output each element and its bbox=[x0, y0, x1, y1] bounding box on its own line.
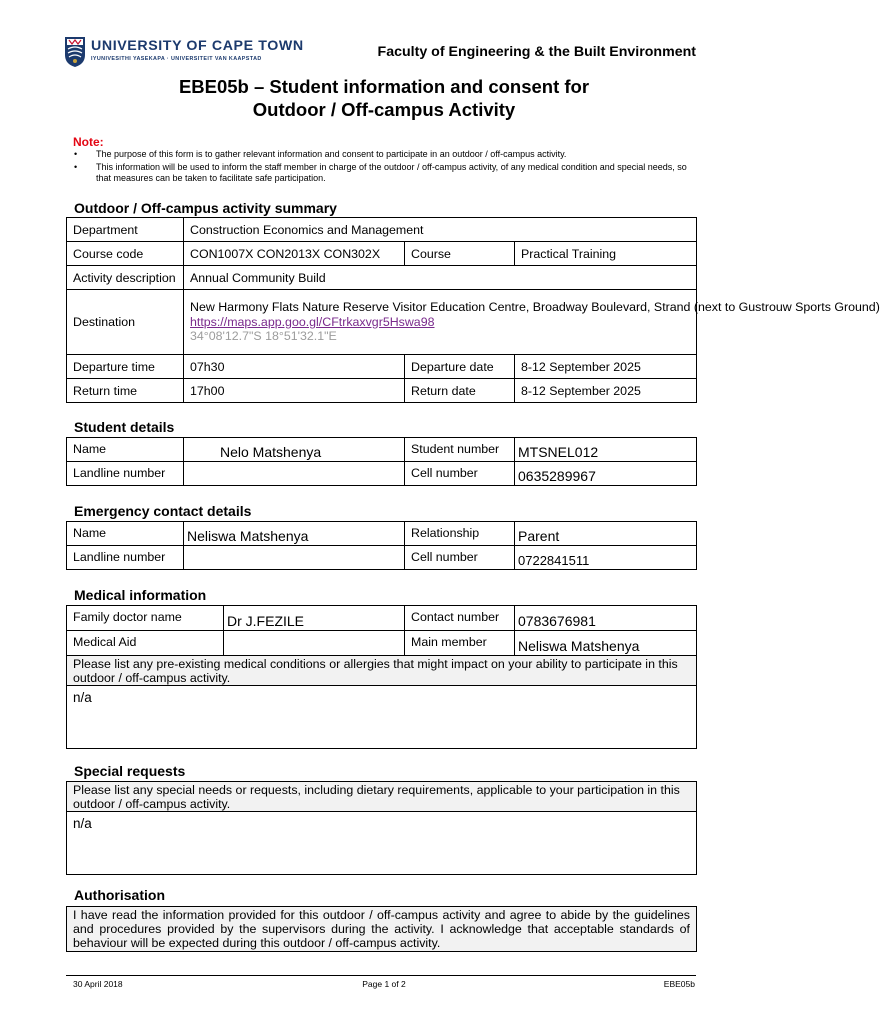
destination-address: New Harmony Flats Nature Reserve Visitor Education Centre, Broadway Boulevard, Strand (next to Gustrouw Sports Ground) bbox=[190, 300, 880, 315]
departure-time-value[interactable]: 07h30 bbox=[184, 355, 405, 379]
student-number-value[interactable]: MTSNEL012 bbox=[515, 438, 697, 462]
special-requests-table bbox=[66, 781, 697, 875]
departure-time-label: Departure time bbox=[67, 355, 184, 379]
doctor-name-label: Family doctor name bbox=[67, 606, 224, 631]
special-requests-heading: Special requests bbox=[74, 763, 186, 779]
medical-conditions-prompt: Please list any pre-existing medical conditions or allergies that might impact on your ability to participate in this outdoor / off-campus activity. bbox=[67, 656, 697, 686]
medical-aid-value[interactable] bbox=[224, 631, 405, 656]
note-bullet-2: This information will be used to inform the staff member in charge of the outdoor / off-campus activity, of any medical condition and special needs, so that measures can be taken to facilitate safe participation. bbox=[96, 162, 687, 183]
emergency-landline-label: Landline number bbox=[67, 546, 184, 570]
relationship-label: Relationship bbox=[405, 522, 515, 546]
university-logo bbox=[64, 36, 304, 72]
student-details-heading: Student details bbox=[74, 419, 175, 435]
return-date-value[interactable]: 8-12 September 2025 bbox=[515, 379, 697, 403]
bullet-icon: • bbox=[74, 149, 78, 159]
note-heading: Note: bbox=[73, 135, 104, 149]
emergency-name-label: Name bbox=[67, 522, 184, 546]
form-title-line2: Outdoor / Off-campus Activity bbox=[252, 99, 516, 120]
medical-information-table bbox=[66, 605, 697, 749]
emergency-contact-table bbox=[66, 521, 697, 570]
authorisation-table bbox=[66, 906, 697, 952]
department-value[interactable]: Construction Economics and Management bbox=[184, 218, 697, 242]
medical-conditions-input[interactable]: n/a bbox=[67, 686, 697, 749]
destination-map-link[interactable]: https://maps.app.goo.gl/CFtrkaxvgr5Hswa98 bbox=[190, 314, 435, 329]
medical-aid-label: Medical Aid bbox=[67, 631, 224, 656]
relationship-value[interactable]: Parent bbox=[515, 522, 697, 546]
footer-form-code: EBE05b bbox=[663, 979, 695, 989]
emergency-contact-heading: Emergency contact details bbox=[74, 503, 252, 519]
student-name-value[interactable]: Nelo Matshenya bbox=[184, 438, 405, 462]
bullet-icon: • bbox=[74, 162, 78, 172]
authorisation-text: I have read the information provided for this outdoor / off-campus activity and agree to abide by the guidelines and procedures provided by the supervisors during the activity. I acknowledge that acceptable standards of behaviour will be expected during this outdoor / off-campus activity. bbox=[67, 907, 697, 952]
activity-description-value[interactable]: Annual Community Build bbox=[184, 266, 697, 290]
special-requests-prompt: Please list any special needs or requests, including dietary requirements, applicable to your participation in this outdoor / off-campus activity. bbox=[67, 782, 697, 812]
special-requests-input[interactable]: n/a bbox=[67, 812, 697, 875]
return-date-label: Return date bbox=[405, 379, 515, 403]
destination-cell[interactable] bbox=[184, 290, 880, 355]
activity-summary-table bbox=[66, 217, 880, 403]
student-cell-value[interactable]: 0635289967 bbox=[515, 462, 697, 486]
emergency-name-value[interactable]: Neliswa Matshenya bbox=[184, 522, 405, 546]
note-bullet-1: The purpose of this form is to gather relevant information and consent to participate in an outdoor / off-campus activity. bbox=[96, 149, 567, 159]
university-subtitle: IYUNIVESITHI YASEKAPA · UNIVERSITEIT VAN KAAPSTAD bbox=[91, 56, 262, 62]
university-name: UNIVERSITY OF CAPE TOWN bbox=[91, 38, 304, 54]
main-member-value[interactable]: Neliswa Matshenya bbox=[515, 631, 697, 656]
activity-summary-heading: Outdoor / Off-campus activity summary bbox=[74, 200, 337, 216]
student-name-label: Name bbox=[67, 438, 184, 462]
student-landline-value[interactable] bbox=[184, 462, 405, 486]
course-code-label: Course code bbox=[67, 242, 184, 266]
contact-number-label: Contact number bbox=[405, 606, 515, 631]
course-code-value[interactable]: CON1007X CON2013X CON302X bbox=[184, 242, 405, 266]
return-time-label: Return time bbox=[67, 379, 184, 403]
contact-number-value[interactable]: 0783676981 bbox=[515, 606, 697, 631]
university-crest-icon bbox=[64, 36, 86, 68]
form-title-line1: EBE05b – Student information and consent for bbox=[178, 76, 590, 97]
course-value[interactable]: Practical Training bbox=[515, 242, 697, 266]
destination-coordinates: 34°08'12.7"S 18°51'32.1"E bbox=[190, 329, 337, 344]
destination-label: Destination bbox=[67, 290, 184, 355]
emergency-cell-value[interactable]: 0722841511 bbox=[515, 546, 697, 570]
student-number-label: Student number bbox=[405, 438, 515, 462]
course-label: Course bbox=[405, 242, 515, 266]
authorisation-heading: Authorisation bbox=[74, 887, 165, 903]
main-member-label: Main member bbox=[405, 631, 515, 656]
department-label: Department bbox=[67, 218, 184, 242]
return-time-value[interactable]: 17h00 bbox=[184, 379, 405, 403]
activity-description-label: Activity description bbox=[67, 266, 184, 290]
footer-page-number: Page 1 of 2 bbox=[362, 979, 406, 989]
student-cell-label: Cell number bbox=[405, 462, 515, 486]
departure-date-label: Departure date bbox=[405, 355, 515, 379]
doctor-name-value[interactable]: Dr J.FEZILE bbox=[224, 606, 405, 631]
footer-date: 30 April 2018 bbox=[73, 979, 123, 989]
student-landline-label: Landline number bbox=[67, 462, 184, 486]
faculty-name: Faculty of Engineering & the Built Environment bbox=[377, 44, 696, 60]
emergency-landline-value[interactable] bbox=[184, 546, 405, 570]
student-details-table bbox=[66, 437, 697, 486]
emergency-cell-label: Cell number bbox=[405, 546, 515, 570]
medical-information-heading: Medical information bbox=[74, 587, 207, 603]
departure-date-value[interactable]: 8-12 September 2025 bbox=[515, 355, 697, 379]
footer-divider bbox=[66, 975, 696, 976]
